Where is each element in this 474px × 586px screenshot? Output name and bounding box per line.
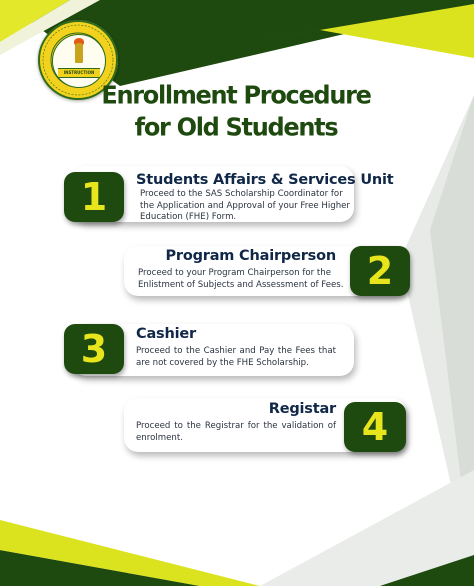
- step-1-title: Students Affairs & Services Unit: [136, 172, 394, 188]
- seal-band-text: INSTRUCTION: [58, 68, 100, 78]
- step-4-description: Proceed to the Registrar for the validation of enrolment.: [136, 421, 336, 443]
- step-1-number-badge: 1: [64, 172, 124, 222]
- step-2-description: Proceed to your Program Chairperson for the Enlistment of Subjects and Assessment of Fees.: [138, 268, 344, 290]
- step-3-description: Proceed to the Cashier and Pay the Fees that are not covered by the FHE Scholarship.: [136, 346, 336, 368]
- torch-icon: [75, 43, 83, 63]
- step-4-number-badge: 4: [344, 402, 406, 452]
- step-2-number-badge: 2: [350, 246, 410, 296]
- page-title-line-2: for Old Students: [134, 112, 338, 142]
- page-title-line-1: Enrollment Procedure: [101, 80, 371, 110]
- step-4-title: Registar: [268, 401, 336, 417]
- step-2-title: Program Chairperson: [165, 248, 336, 264]
- step-1-description: Proceed to the SAS Scholarship Coordinator for the Application and Approval of your Free Higher Education (FHE) Form.: [140, 189, 350, 222]
- step-3-number-badge: 3: [64, 324, 124, 374]
- step-3-title: Cashier: [136, 326, 196, 342]
